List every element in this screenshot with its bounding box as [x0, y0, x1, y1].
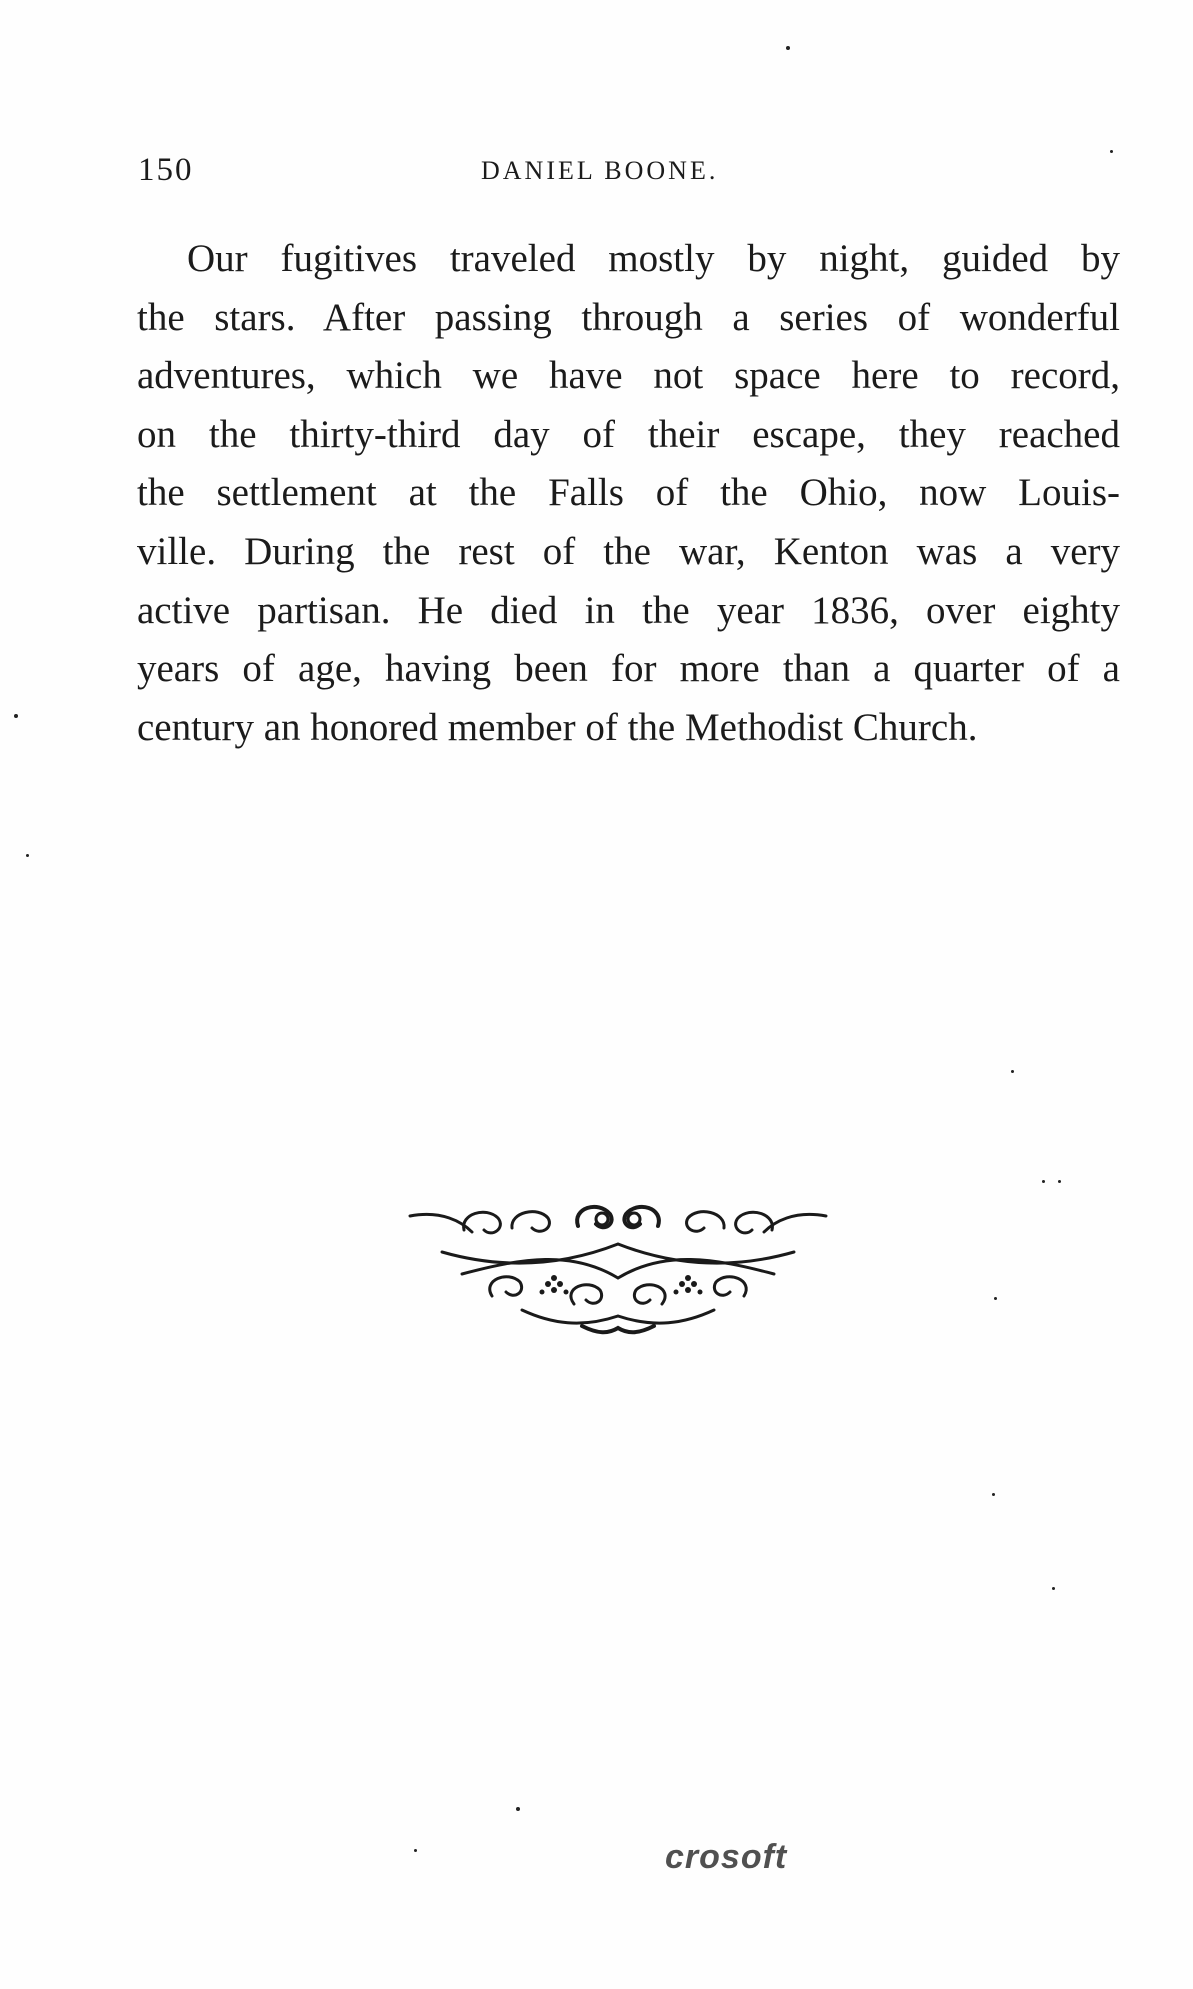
text-line: century an honored member of the Methodist Church.	[137, 705, 978, 749]
text-line: the stars. After passing through a series of wonderful	[137, 295, 1120, 339]
scan-speck	[26, 854, 29, 857]
text-line: the settlement at the Falls of the Ohio, now Louis-	[137, 471, 1120, 515]
scan-speck	[994, 1297, 997, 1300]
scan-speck	[14, 714, 18, 718]
scan-speck	[516, 1807, 520, 1811]
scan-speck	[414, 1849, 417, 1852]
scan-speck	[1058, 1180, 1061, 1183]
text-line: on the thirty-third day of their escape, they reached	[137, 412, 1120, 456]
scan-speck	[1110, 150, 1113, 153]
scan-speck	[1052, 1587, 1055, 1590]
scan-speck	[786, 46, 790, 50]
body-paragraph	[137, 230, 1120, 757]
scan-speck	[1042, 1180, 1045, 1183]
scan-speck	[992, 1493, 995, 1496]
text-line: active partisan. He died in the year 1836, over eighty	[137, 588, 1120, 632]
page-header	[138, 152, 1118, 204]
text-line: years of age, having been for more than a quarter of a	[137, 647, 1120, 691]
running-title: DANIEL BOONE.	[481, 156, 719, 185]
scan-speck	[1011, 1070, 1014, 1073]
text-line: ville. During the rest of the war, Kenton was a very	[137, 529, 1120, 573]
decorative-ornament	[402, 1192, 834, 1340]
text-line: adventures, which we have not space here to record,	[137, 354, 1120, 398]
text-line: Our fugitives traveled mostly by night, guided by	[187, 237, 1120, 280]
page-number: 150	[138, 152, 194, 188]
scan-watermark: crosoft	[665, 1838, 788, 1876]
